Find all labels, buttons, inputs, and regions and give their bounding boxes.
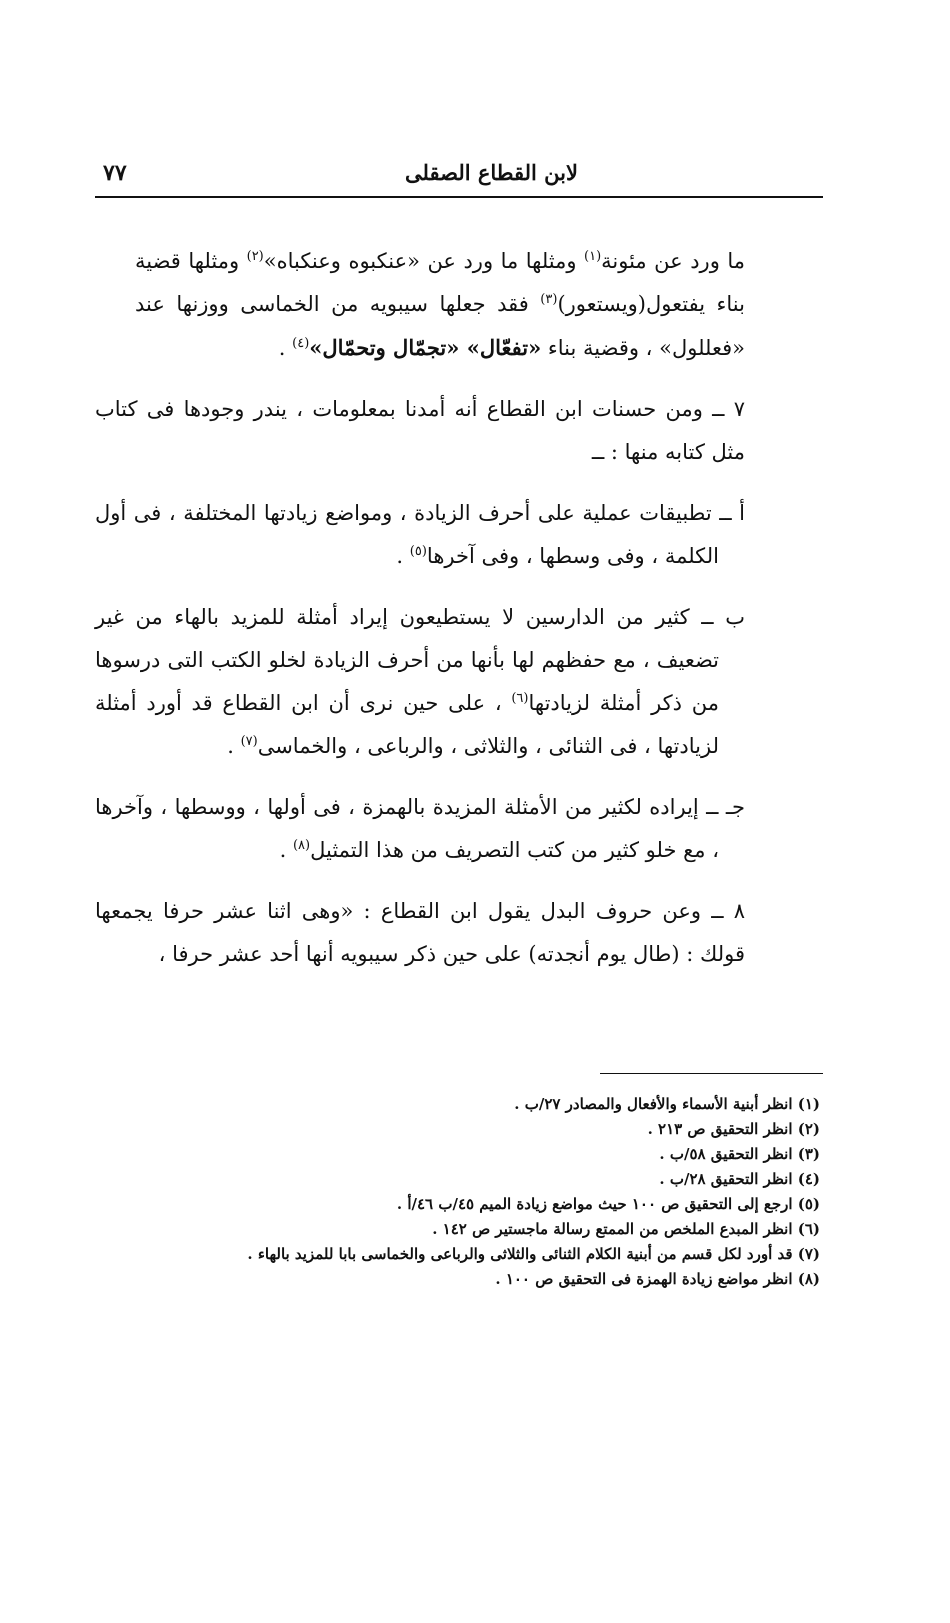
text-run: ومثلها ما ورد عن «عنكبوه وعنكباه» — [263, 249, 584, 273]
paragraph-continuation — [135, 240, 745, 370]
text-run: ومثلها قضية بناء يفتعول(ويستعور) — [135, 249, 745, 316]
footnote-ref: (٥) — [409, 544, 427, 559]
footnote-2: (٢) انظر التحقيق ص ٢١٣ . — [647, 1120, 820, 1138]
text-run: . — [279, 838, 293, 862]
footnote-4: (٤) انظر التحقيق ٢٨/ب . — [659, 1170, 820, 1188]
footnote-8: (٨) انظر مواضع زيادة الهمزة فى التحقيق ص ١٠٠ . — [495, 1270, 820, 1288]
footnote-3: (٣) انظر التحقيق ٥٨/ب . — [659, 1145, 820, 1163]
text-run: جـ ــ إيراده لكثير من الأمثلة المزيدة بالهمزة ، فى أولها ، ووسطها ، وآخرها ، مع خلو كثير من كتب التصريف من هذا التمثيل — [95, 795, 745, 862]
footnote-separator — [600, 1073, 823, 1074]
footnote-ref: (٣) — [540, 292, 558, 307]
paragraph-subitem-a — [95, 492, 745, 578]
footnote-ref: (١) — [584, 249, 602, 264]
footnote-ref: (٦) — [511, 691, 529, 706]
footnote-1: (١) انظر أبنية الأسماء والأفعال والمصادر ٢٧/ب . — [514, 1095, 820, 1113]
paragraph-item-7: ٧ ــ ومن حسنات ابن القطاع أنه أمدنا بمعلومات ، يندر وجودها فى كتاب مثل كتابه منها : ــ — [95, 397, 745, 464]
text-run: . — [396, 544, 410, 568]
text-run: ما ورد عن مئونة — [601, 249, 745, 273]
header-rule — [95, 196, 823, 198]
running-title: لابن القطاع الصقلى — [405, 160, 578, 185]
text-run: أ ــ تطبيقات عملية على أحرف الزيادة ، ومواضع زيادتها المختلفة ، فى أول الكلمة ، وفى وسطها ، وفى آخرها — [95, 501, 745, 568]
text-run: . — [278, 336, 293, 360]
paragraph-subitem-c — [95, 786, 745, 872]
text-run: فقد جعلها سيبويه من الخماسى ووزنها عند «فعللول» ، وقضية بناء — [135, 292, 745, 360]
paragraph-subitem-b — [95, 596, 745, 768]
footnote-ref: (٨) — [292, 838, 311, 853]
footnote-6: (٦) انظر المبدع الملخص من الممتع رسالة ماجستير ص ١٤٢ . — [432, 1220, 820, 1238]
footnotes — [180, 1092, 820, 1292]
footnote-ref: (٤) — [292, 336, 310, 351]
text-run: . — [227, 734, 241, 758]
text-run: ب ــ كثير من الدارسين لا يستطيعون إيراد أمثلة للمزيد بالهاء من غير تضعيف ، مع حفظهم لها بأنها من أحرف الزيادة لخلو الكتب التى درسوها من ذكر أمثلة لزيادتها — [95, 605, 745, 715]
footnote-ref: (٧) — [240, 734, 258, 749]
page-header — [95, 150, 823, 196]
body-text — [95, 240, 745, 976]
bold-text-run: «تفعّال» «تجمّال وتحمّال» — [309, 335, 542, 360]
footnote-5: (٥) ارجع إلى التحقيق ص ١٠٠ حيث مواضع زيادة الميم ٤٥/ب ٤٦/أ . — [396, 1195, 820, 1213]
footnote-ref: (٢) — [246, 249, 264, 264]
text-run: ، على حين نرى أن ابن القطاع قد أورد أمثلة لزيادتها ، فى الثنائى ، والثلاثى ، والرباعى ، والخماسى — [95, 691, 719, 758]
footnote-7: (٧) قد أورد لكل قسم من أبنية الكلام الثنائى والثلاثى والرباعى والخماسى بابا للمزيد بالهاء . — [247, 1245, 820, 1263]
paragraph-item-8: ٨ ــ وعن حروف البدل يقول ابن القطاع : «وهى اثنا عشر حرفا يجمعها قولك : (طال يوم أنجدته) على حين ذكر سيبويه أنها أحد عشر حرفا ، — [95, 899, 745, 966]
page-number: ٧٧ — [103, 160, 127, 186]
